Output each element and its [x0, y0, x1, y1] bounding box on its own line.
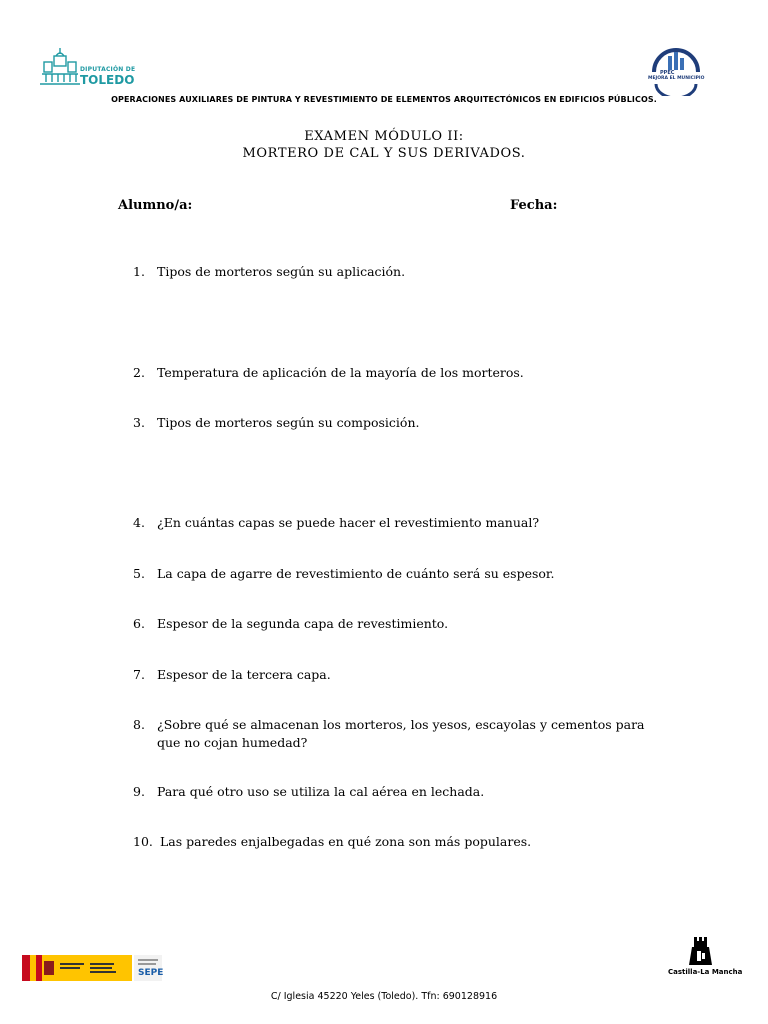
- question-text: Espesor de la segunda capa de revestimiento.: [157, 616, 449, 631]
- question-number: 9.: [133, 784, 145, 799]
- exam-title-line2: MORTERO DE CAL Y SUS DERIVADOS.: [242, 146, 526, 161]
- course-title: OPERACIONES AUXILIARES DE PINTURA Y REVESTIMIENTO DE ELEMENTOS ARQUITECTÓNICOS EN EDIFICIOS PÚBLICOS.: [111, 95, 657, 104]
- question-text: Espesor de la tercera capa.: [157, 667, 331, 682]
- question-text: Temperatura de aplicación de la mayoría de los morteros.: [157, 365, 524, 380]
- castilla-la-mancha-logo: [668, 935, 743, 979]
- question-text: ¿Sobre qué se almacenan los morteros, los yesos, escayolas y cementos para que no cojan humedad?: [157, 717, 645, 750]
- ppec-emblem-icon: [646, 44, 706, 96]
- exam-title: [0, 128, 768, 162]
- question-number: 5.: [133, 566, 145, 581]
- question-text: Para qué otro uso se utiliza la cal aérea en lechada.: [157, 784, 485, 799]
- logo-line1: DIPUTACIÓN DE: [80, 66, 136, 73]
- question-number: 8.: [133, 717, 145, 732]
- student-name-label: Alumno/a:: [118, 198, 193, 213]
- gobierno-espana-logo: [22, 955, 162, 981]
- logo-line2: TOLEDO: [80, 73, 135, 87]
- date-label: Fecha:: [510, 198, 558, 213]
- ppec-title: PPEC: [660, 70, 675, 76]
- sepe-label: SEPE: [138, 968, 164, 978]
- question-number: 1.: [133, 264, 145, 279]
- question-text: ¿En cuántas capas se puede hacer el revestimiento manual?: [157, 515, 540, 530]
- question-number: 7.: [133, 667, 145, 682]
- clm-label: Castilla-La Mancha: [668, 968, 743, 976]
- question-text: Las paredes enjalbegadas en qué zona son más populares.: [160, 834, 532, 849]
- ppec-logo: [646, 44, 706, 96]
- question-text: Tipos de morteros según su aplicación.: [157, 264, 406, 279]
- ppec-subtitle: MEJORA EL MUNICIPIO: [648, 76, 705, 81]
- toledo-building-icon: [40, 44, 80, 88]
- question-number: 4.: [133, 515, 145, 530]
- question-text: Tipos de morteros según su composición.: [157, 415, 420, 430]
- question-number: 3.: [133, 415, 145, 430]
- exam-title-line1: EXAMEN MÓDULO II:: [304, 129, 464, 144]
- question-number: 6.: [133, 616, 145, 631]
- castle-icon: [668, 935, 738, 967]
- footer-address: C/ Iglesia 45220 Yeles (Toledo). Tfn: 690128916: [270, 991, 498, 1002]
- question-text: La capa de agarre de revestimiento de cuánto será su espesor.: [157, 566, 555, 581]
- question-number: 2.: [133, 365, 145, 380]
- diputacion-toledo-logo: [40, 42, 136, 88]
- question-number: 10.: [133, 834, 153, 849]
